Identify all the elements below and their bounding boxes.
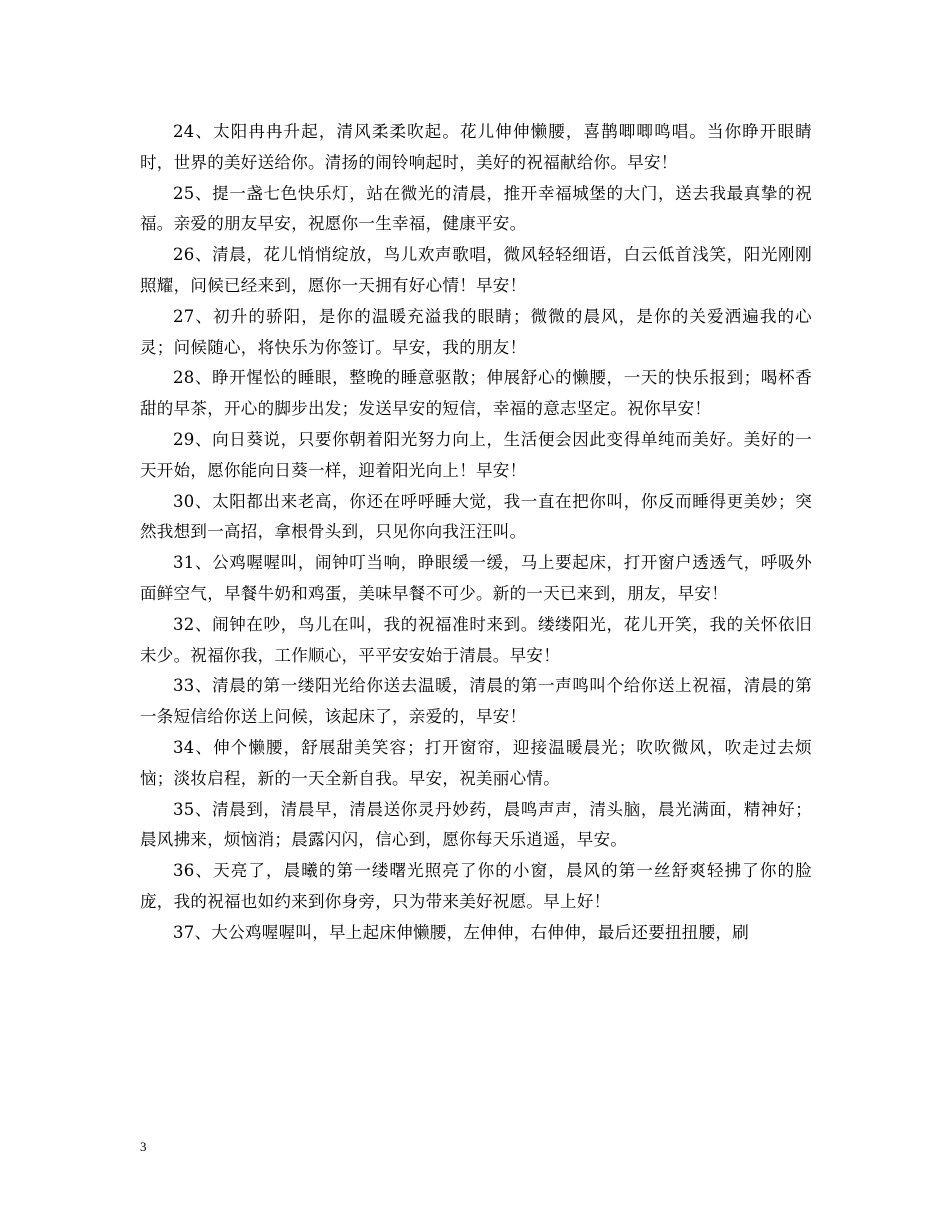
paragraph-32: 32、闹钟在吵，鸟儿在叫，我的祝福准时来到。缕缕阳光，花儿开笑，我的关怀依旧未少。祝福你我，工作顺心，平平安安始于清晨。早安！: [140, 614, 812, 665]
document-body: [140, 117, 812, 949]
paragraph-24: 24、太阳冉冉升起，清风柔柔吹起。花儿伸伸懒腰，喜鹊唧唧鸣唱。当你睁开眼睛时，世界的美好送给你。清扬的闹铃响起时，美好的祝福献给你。早安！: [140, 122, 812, 172]
paragraph-27: 27、初升的骄阳，是你的温暖充溢我的眼睛；微微的晨风，是你的关爱洒遍我的心灵；问候随心，将快乐为你签订。早安，我的朋友！: [140, 306, 812, 357]
paragraph-31: 31、公鸡喔喔叫，闹钟叮当响，睁眼缓一缓，马上要起床，打开窗户透透气，呼吸外面鲜空气，早餐牛奶和鸡蛋，美味早餐不可少。新的一天已来到，朋友，早安！: [140, 553, 812, 603]
paragraph-34: 34、伸个懒腰，舒展甜美笑容；打开窗帘，迎接温暖晨光；吹吹微风，吹走过去烦恼；淡妆启程，新的一天全新自我。早安，祝美丽心情。: [140, 737, 812, 788]
page-number: 3: [140, 1139, 147, 1154]
paragraph-33: 33、清晨的第一缕阳光给你送去温暖，清晨的第一声鸣叫个给你送上祝福，清晨的第一条短信给你送上问候，该起床了，亲爱的，早安！: [140, 676, 812, 727]
paragraph-29: 29、向日葵说，只要你朝着阳光努力向上，生活便会因此变得单纯而美好。美好的一天开始，愿你能向日葵一样，迎着阳光向上！早安！: [140, 429, 812, 480]
paragraph-37: 37、大公鸡喔喔叫，早上起床伸懒腰，左伸伸，右伸伸，最后还要扭扭腰，刷: [173, 922, 749, 942]
paragraph-36: 36、天亮了，晨曦的第一缕曙光照亮了你的小窗，晨风的第一丝舒爽轻拂了你的脸庞，我的祝福也如约来到你身旁，只为带来美好祝愿。早上好！: [140, 861, 812, 911]
paragraph-26: 26、清晨，花儿悄悄绽放，鸟儿欢声歌唱，微风轻轻细语，白云低首浅笑，阳光刚刚照耀，问候已经来到，愿你一天拥有好心情！早安！: [140, 245, 812, 295]
paragraph-28: 28、睁开惺忪的睡眼，整晚的睡意驱散；伸展舒心的懒腰，一天的快乐报到；喝杯香甜的早茶，开心的脚步出发；发送早安的短信，幸福的意志坚定。祝你早安！: [140, 368, 812, 419]
paragraph-25: 25、提一盏七色快乐灯，站在微光的清晨，推开幸福城堡的大门，送去我最真挚的祝福。亲爱的朋友早安，祝愿你一生幸福，健康平安。: [140, 183, 812, 234]
paragraph-30: 30、太阳都出来老高，你还在呼呼睡大觉，我一直在把你叫，你反而睡得更美妙；突然我想到一高招，拿根骨头到，只见你向我汪汪叫。: [140, 491, 812, 542]
paragraph-35: 35、清晨到，清晨早，清晨送你灵丹妙药，晨鸣声声，清头脑，晨光满面，精神好；晨风拂来，烦恼消；晨露闪闪，信心到，愿你每天乐逍遥，早安。: [140, 799, 812, 850]
